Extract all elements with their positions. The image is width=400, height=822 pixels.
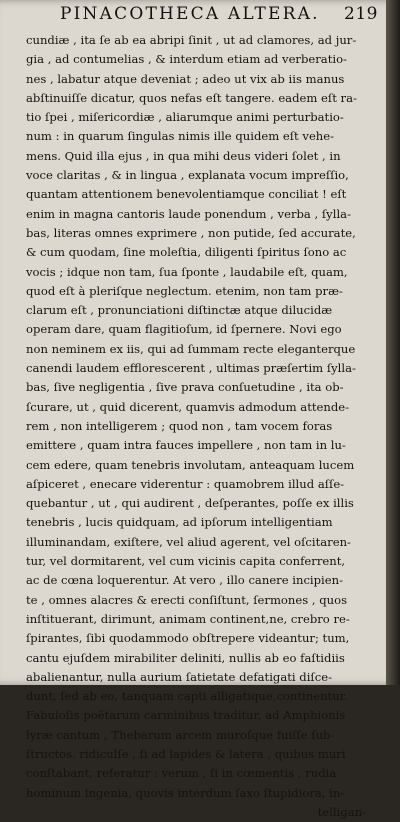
text-line: tio ſpei , miſericordiæ , aliarumque animi perturbatio- bbox=[26, 110, 344, 125]
text-line: illuminandam, exiſtere, vel aliud agerent, vel oſcitaren- bbox=[26, 534, 351, 549]
text-line: cantu ejuſdem mirabiliter deliniti, nullis ab eo faſtidiis bbox=[26, 650, 345, 665]
text-line: abalienantur, nulla aurium ſatietate defatigati diſce- bbox=[26, 669, 332, 684]
text-line: hominum ingenia, quovis interdum ſaxo ſtupidiora, in- bbox=[26, 785, 345, 800]
text-line: nes , labatur atque deveniat ; adeo ut vix ab iis manus bbox=[26, 71, 345, 86]
text-line: quantam attentionem benevolentiamque conciliat ! eſt bbox=[26, 187, 347, 202]
text-line: bas, ſive negligentia , ſive prava conſuetudine , ita ob- bbox=[26, 380, 344, 395]
text-line: non neminem ex iis, qui ad ſummam recte eleganterque bbox=[26, 341, 356, 356]
text-line: operam dare, quam flagitioſum, id ſpernere. Novi ego bbox=[26, 322, 342, 337]
text-line: canendi laudem efflorescerent , ultimas præſertim ſylla- bbox=[26, 361, 356, 376]
text-line: voce claritas , & in lingua , explanata vocum impreſſio, bbox=[26, 168, 349, 183]
text-line: clarum eſt , pronunciationi diſtinctæ atque dilucidæ bbox=[26, 303, 333, 318]
text-line: dunt, ſed ab eo, tanquam capti alligatique,continentur. bbox=[26, 689, 348, 704]
text-line: tenebris , lucis quidquam, ad ipſorum intelligentiam bbox=[26, 515, 333, 530]
text-line: tur, vel dormitarent, vel cum vicinis capita conferrent, bbox=[26, 554, 346, 569]
text-line: lyræ cantum , Thebarum arcem muroſque fuiſſe ſub- bbox=[26, 727, 335, 742]
text-line: enim in magna cantoris laude ponendum , verba , ſylla- bbox=[26, 206, 351, 221]
text-line: emittere , quam intra fauces impellere , non tam in lu- bbox=[26, 438, 346, 453]
text-line: vocis ; idque non tam, ſua ſponte , laudabile eſt, quam, bbox=[26, 264, 348, 279]
text-line: telligan- bbox=[317, 804, 366, 819]
text-line: aſpiceret , enecare viderentur : quamobrem illud aſſe- bbox=[26, 476, 345, 491]
text-line: cem edere, quam tenebris involutam, anteaquam lucem bbox=[26, 457, 355, 472]
page-gutter-shadow bbox=[386, 0, 400, 685]
text-line: conſtabant, referatur : verum , ſi in cœmentis , rudia bbox=[26, 766, 337, 781]
page-number: 219 bbox=[344, 4, 378, 24]
running-title: PINACOTHECA ALTERA. bbox=[60, 4, 320, 24]
text-line: cundiæ , ita ſe ab ea abripi ſinit , ut ad clamores, ad jur- bbox=[26, 33, 357, 47]
text-line: te , omnes alacres & erecti conſiſtunt, ſermones , quos bbox=[26, 592, 348, 607]
text-line: quod eſt à pleriſque neglectum. etenim, non tam præ- bbox=[26, 283, 343, 298]
running-header bbox=[60, 4, 378, 28]
text-line: ſpirantes, ſibi quodammodo obſtrepere videantur; tum, bbox=[26, 631, 350, 646]
text-line: ſtructos. ridiculſe , ſi ad lapides & latera , quibus muri bbox=[26, 746, 346, 761]
text-line: & cum quodam, ſine moleſtia, diligenti ſpiritus ſono ac bbox=[26, 245, 347, 260]
text-line: gia , ad contumelias , & interdum etiam ad verberatio- bbox=[26, 52, 347, 67]
text-line: mens. Quid illa ejus , in qua mihi deus videri ſolet , in bbox=[26, 148, 341, 163]
body-text bbox=[26, 31, 366, 822]
text-line: bas, literas omnes exprimere , non putide, ſed accurate, bbox=[26, 225, 356, 240]
text-line: Fabuloſis poëtarum carminibus traditur, ad Amphionis bbox=[26, 708, 346, 723]
text-line: ſcurare, ut , quid dicerent, quamvis admodum attende- bbox=[26, 399, 350, 414]
text-line: rem , non intelligerem ; quod non , tam vocem foras bbox=[26, 418, 333, 433]
text-line: ac de cœna loquerentur. At vero , illo canere incipien- bbox=[26, 573, 344, 588]
text-line: num : in quarum ſingulas nimis ille quidem eſt vehe- bbox=[26, 129, 335, 144]
text-line: quebantur , ut , qui audirent , deſperantes, poſſe ex illis bbox=[26, 496, 354, 511]
text-line: abſtinuiſſe dicatur, quos nefas eſt tangere. eadem eſt ra- bbox=[26, 90, 357, 105]
text-line: inſtituerant, dirimunt, animam continent,ne, crebro re- bbox=[26, 611, 350, 626]
